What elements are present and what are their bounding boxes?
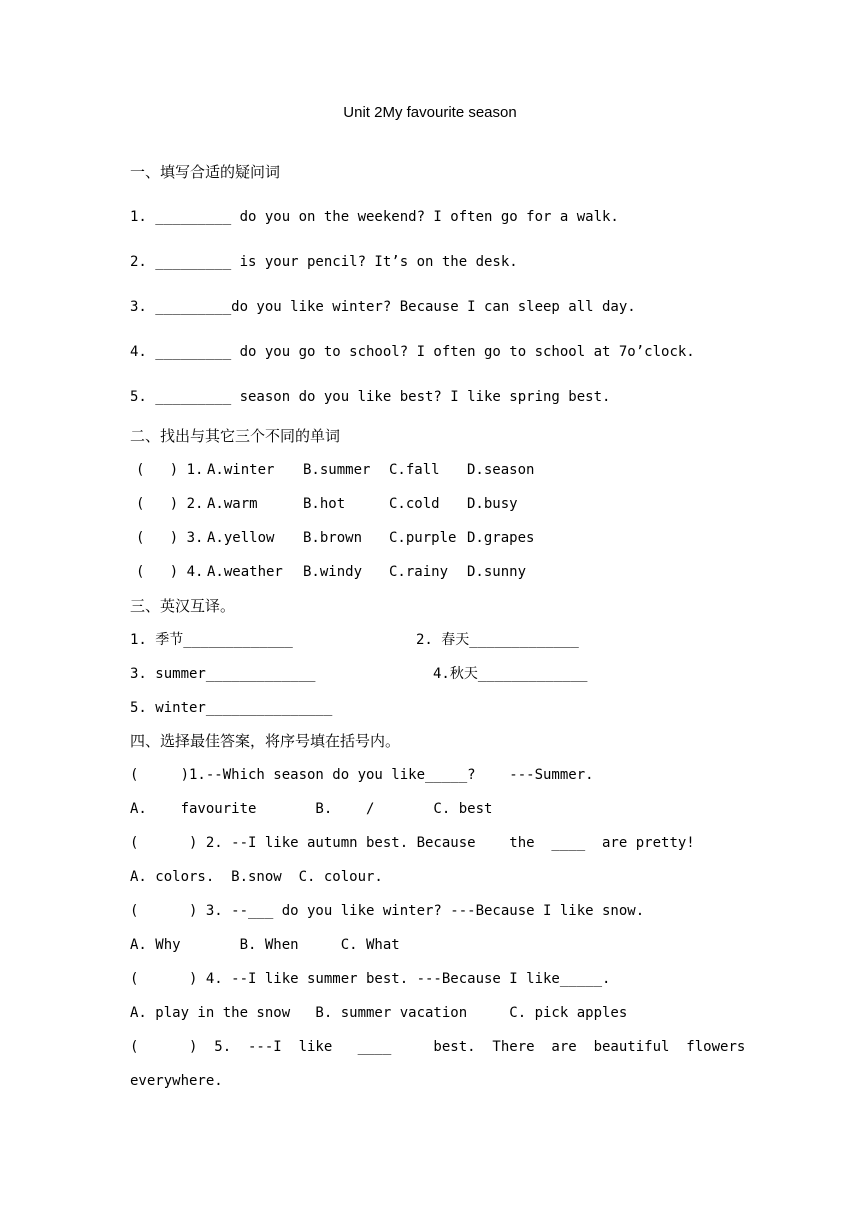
- fill-in-question-1: 1. _________ do you on the weekend? I often go for a walk.: [130, 209, 619, 225]
- choice-question-1: ( )1.--Which season do you like_____? ---Summer.: [130, 767, 594, 783]
- option-d: D.sunny: [467, 564, 527, 580]
- translate-item-2: 2. 春天_____________: [416, 632, 579, 648]
- choice-options-1: A. favourite B. / C. best: [130, 801, 493, 817]
- choice-options-4: A. play in the snow B. summer vacation C. pick apples: [130, 1005, 628, 1021]
- section1-heading: 一、填写合适的疑问词: [130, 163, 281, 181]
- fill-in-question-3: 3. _________do you like winter? Because I can sleep all day.: [130, 299, 636, 315]
- option-b: B.summer: [303, 462, 371, 478]
- fill-in-question-2: 2. _________ is your pencil? It’s on the desk.: [130, 254, 518, 270]
- translate-item-3: 3. summer_____________: [130, 666, 316, 682]
- translate-item-4: 4.秋天_____________: [433, 666, 588, 682]
- translate-item-5: 5. winter_______________: [130, 700, 333, 716]
- option-d: D.season: [467, 462, 535, 478]
- option-b: B.brown: [303, 530, 363, 546]
- choice-question-5: ( ) 5. ---I like ____ best. There are beautiful flowers: [130, 1039, 746, 1055]
- choice-question-3: ( ) 3. --___ do you like winter? ---Because I like snow.: [130, 903, 645, 919]
- section2-heading: 二、找出与其它三个不同的单词: [130, 427, 341, 445]
- fill-in-question-5: 5. _________ season do you like best? I like spring best.: [130, 389, 611, 405]
- fill-in-question-4: 4. _________ do you go to school? I often go to school at 7o’clock.: [130, 344, 695, 360]
- choice-question-5-continued: everywhere.: [130, 1073, 223, 1089]
- choice-options-2: A. colors. B.snow C. colour.: [130, 869, 383, 885]
- translate-item-1: 1. 季节_____________: [130, 632, 293, 648]
- option-a: A.weather: [207, 564, 283, 580]
- option-c: C.cold: [389, 496, 440, 512]
- option-a: A.warm: [207, 496, 258, 512]
- option-c: C.rainy: [389, 564, 449, 580]
- option-d: D.busy: [467, 496, 518, 512]
- choice-options-3: A. Why B. When C. What: [130, 937, 400, 953]
- odd-one-out-number: ( ) 1.: [136, 462, 204, 478]
- odd-one-out-number: ( ) 3.: [136, 530, 204, 546]
- option-a: A.yellow: [207, 530, 275, 546]
- odd-one-out-number: ( ) 2.: [136, 496, 204, 512]
- section3-heading: 三、英汉互译。: [130, 597, 236, 615]
- option-b: B.hot: [303, 496, 346, 512]
- odd-one-out-number: ( ) 4.: [136, 564, 204, 580]
- option-d: D.grapes: [467, 530, 535, 546]
- section4-heading: 四、选择最佳答案，将序号填在括号内。: [130, 732, 401, 750]
- choice-question-2: ( ) 2. --I like autumn best. Because the ____ are pretty!: [130, 835, 695, 851]
- option-b: B.windy: [303, 564, 363, 580]
- page-title: Unit 2My favourite season: [343, 104, 517, 121]
- option-c: C.fall: [389, 462, 440, 478]
- choice-question-4: ( ) 4. --I like summer best. ---Because I like_____.: [130, 971, 611, 987]
- option-a: A.winter: [207, 462, 275, 478]
- option-c: C.purple: [389, 530, 457, 546]
